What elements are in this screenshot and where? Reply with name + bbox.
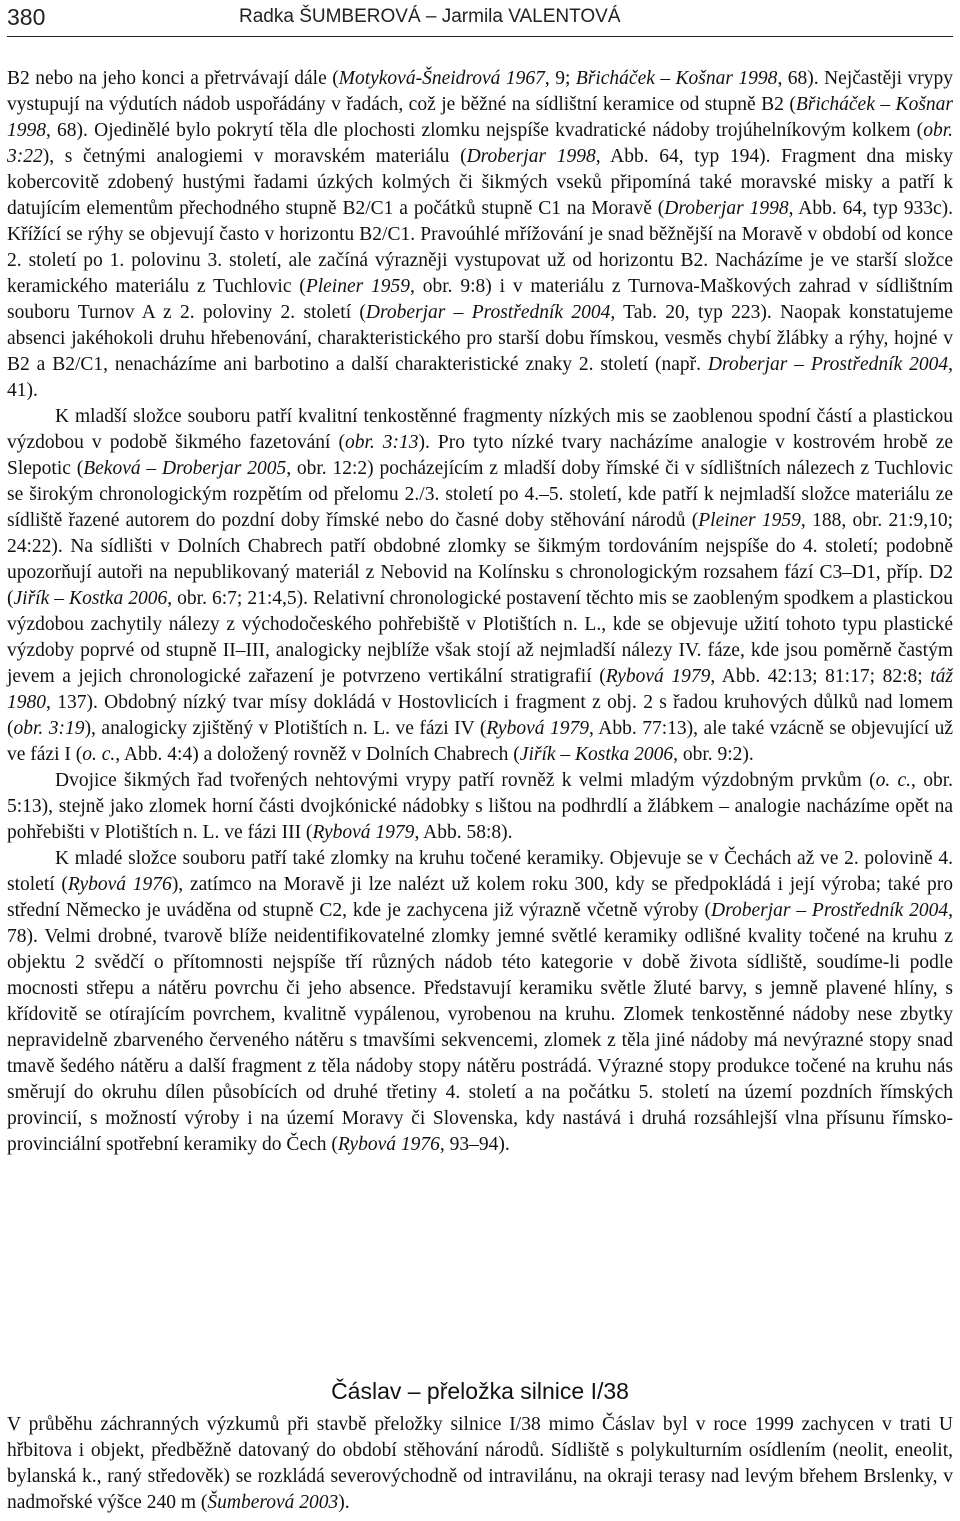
paragraph-3: Dvojice šikmých řad tvořených nehtovými vrypy patří rovněž k velmi mladým výzdobným prvkům (o. c., obr. 5:13), stejně jako zlomek horní části dvojkónické nádobky s lištou na podhrdlí a žlábkem – analogie nacházíme opět na pohřebišti v Plotištích n. L. ve fázi III (Rybová 1979, Abb. 58:8).	[7, 770, 953, 843]
section-body-text	[7, 1412, 953, 1516]
page-number: 380	[7, 4, 46, 30]
paragraph-5: V průběhu záchranných výzkumů při stavbě přeložky silnice I/38 mimo Čáslav byl v roce 1999 zachycen v trati U hřbitova i objekt, předběžně datovaný do období stěhování národů. Sídliště s polykulturním osídlením (neolit, eneolit, bylanská k., raný středověk) se rozkládá severovýchodně od intravilánu, na okraji terasy nad levým břehem Brslenky, v nadmořské výšce 240 m (Šumberová 2003).	[7, 1414, 953, 1513]
paragraph-4: K mladé složce souboru patří také zlomky na kruhu točené keramiky. Objevuje se v Čechách až ve 2. polovině 4. století (Rybová 1976), zatímco na Moravě ji lze nalézt už kolem roku 300, kdy se předpokládá i její výroba; také pro střední Německo je uváděna od stupně C2, kde je zachycena již výrazně včetně výroby (Droberjar – Prostředník 2004, 78). Velmi drobné, tvarově blíže neidentifikovatelné zlomky jemné světlé keramiky odlišné kvality točené na kruhu z objektu 2 svědčí o přítomnosti nejspíše tří různých nádob této kategorie v době života sídliště, soudíme-li podle mocnosti střepu a nátěru povrchu či jeho absence. Představují keramiku světle žluté barvy, s jemně plavené hlíny, s křídovitě se otírajícím povrchem, kvalitně vypálenou, vyrobenou na kruhu. Zlomek tenkostěnné nádoby nese zbytky nepravidelně zbarveného červeného nátěru s tmavšími sekvencemi, zlomek z těla jiné nádoby má nevýrazné stopy snad tmavě šedého nátěru a další fragment z těla nádoby stopy nátěru postrádá. Výrazné stopy produkce točené na kruhu nás směrují do okruhu dílen působících od druhé třetiny 4. století a na počátku 5. století na území pozdních římských provincií, s možností výroby i na území Moravy či Slovenska, kdy nastává i druhá rozsáhlejší vlna přísunu římsko-provinciální spotřební keramiky do Čech (Rybová 1976, 93–94).	[7, 848, 953, 1155]
section-heading: Čáslav – přeložka silnice I/38	[331, 1378, 629, 1404]
paragraph-2: K mladší složce souboru patří kvalitní tenkostěnné fragmenty nízkých mis se zaoblenou spodní částí a plastickou výzdobou v podobě šikmého fazetování (obr. 3:13). Pro tyto nízké tvary nacházíme analogie v kostrovém hrobě ze Slepotic (Beková – Droberjar 2005, obr. 12:2) pocházejícím z mladší doby římské či v sídlištních nálezech z Tuchlovic se širokým chronologickým rozpětím od přelomu 2./3. století po 4.–5. století, kde patří k nejmladší složce materiálu ze sídliště řazené autorem do pozdní doby římské nebo do časné doby stěhování národů (Pleiner 1959, 188, obr. 21:9,10; 24:22). Na sídlišti v Dolních Chabrech patří obdobné zlomky se šikmým tordováním nejspíše do 4. století; podobně upozorňují autoři na nepublikovaný materiál z Nebovid na Kolínsku s chronologickým rozsahem fází C3–D1, příp. D2 (Jiřík – Kostka 2006, obr. 6:7; 21:4,5). Relativní chronologické postavení těchto mis se zaobleným spodkem a plastickou výzdobou zachytily nálezy z východočeského pohřebiště v Plotištích n. L., kde se objevuje užití tohoto typu plastické výzdoby poprvé od stupně II–III, analogicky nejblíže však stojí až nejmladší nálezy IV. fáze, kde jsou poměrně častým jevem a jejich chronologické zařazení je potvrzeno vertikální stratigrafií (Rybová 1979, Abb. 42:13; 81:17; 82:8; táž 1980, 137). Obdobný nízký tvar mísy dokládá v Hostovlicích i fragment z obj. 2 s řadou kruhových důlků nad lomem (obr. 3:19), analogicky zjištěný v Plotištích n. L. ve fázi IV (Rybová 1979, Abb. 77:13), ale také vzácně se objevující už ve fázi I (o. c., Abb. 4:4) a doložený rovněž v Dolních Chabrech (Jiřík – Kostka 2006, obr. 9:2).	[7, 406, 954, 765]
running-head-authors: Radka ŠUMBEROVÁ – Jarmila VALENTOVÁ	[239, 6, 621, 27]
paragraph-1: B2 nebo na jeho konci a přetrvávají dále (Motyková-Šneidrová 1967, 9; Břicháček – Košnar 1998, 68). Nejčastěji vrypy vystupují na výdutích nádob uspořádány v řadách, což je běžné na sídlištní keramice od stupně B2 (Břicháček – Košnar 1998, 68). Ojedinělé bylo pokrytí těla dle plochosti zlomku nejspíše kvadratické nádoby trojúhelníkovým kolkem (obr. 3:22), s četnými analogiemi v moravském materiálu (Droberjar 1998, Abb. 64, typ 194). Fragment dna misky kobercovitě zdobený hustými řadami úzkých kolmých či šikmých vseků připomíná také moravské misky a patří k datujícím elementům přechodného stupně B2/C1 a počátků stupně C1 na Moravě (Droberjar 1998, Abb. 64, typ 933c). Křížící se rýhy se objevují často v horizontu B2/C1. Pravoúhlé mřížování je snad běžnější na Moravě v období od konce 2. století po 1. polovinu 3. století, ale začíná výrazněji vystupovat už od horizontu B2. Nacházíme je ve starší složce keramického materiálu z Tuchlovic (Pleiner 1959, obr. 9:8) i v materiálu z Turnova-Maškových zahrad v sídlištním souboru Turnov A z 2. poloviny 2. století (Droberjar – Prostředník 2004, Tab. 20, typ 223). Naopak konstatujeme absenci jakéhokoli druhu hřebenování, charakteristického pro starší dobu římskou, vesměs chybí žlábky a rýhy, hojné v B2 a B2/C1, nenacházíme ani barbotino a další charakteristické znaky 2. století (např. Droberjar – Prostředník 2004, 41).	[7, 68, 954, 401]
body-text	[7, 66, 953, 1158]
running-header	[7, 0, 953, 37]
